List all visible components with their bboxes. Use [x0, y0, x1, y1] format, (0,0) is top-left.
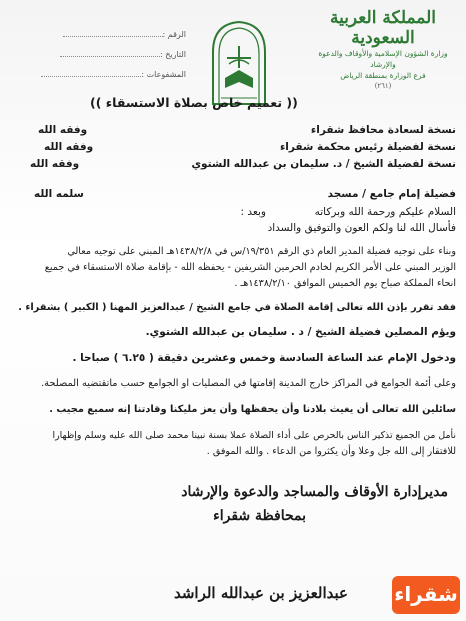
body-line-2: الوزير المبني على الأمر الكريم لخادم الحرمين الشريفين - يحفظه الله - بإقامة صلاة الاستسقاء في جميع — [44, 262, 456, 273]
copy-line-3: نسخة لفضيلة الشيخ / د. سليمان بن عبدالله الشتوي — [191, 158, 456, 170]
prayer-line: فأسال الله لنا ولكم العون والتوفيق والسداد — [267, 222, 456, 234]
ministry-header — [308, 8, 458, 91]
blessing-2: وفقه الله — [44, 141, 94, 153]
attachments-field — [26, 70, 186, 79]
document-title: (( تعميم خاص بصلاة الاستسقاء )) — [90, 95, 298, 110]
body-line-8: سائلين الله تعالى أن يغيث بلادنا وأن يحفظها وأن يعز مليكنا وقادتنا إنه سميع مجيب . — [49, 404, 456, 415]
body-line-4: فقد تقرر بإذن الله تعالى إقامة الصلاة في جامع الشيخ / عبدالعزيز المهنا ( الكبير ) بشقراء . — [18, 302, 456, 313]
body-line-7: وعلى أئمة الجوامع في المراكز خارج المدينة إقامتها في المصليات او الجوامع حسب ماتقتضيه المصلحة. — [41, 378, 456, 389]
signature-title-2: بمحافظة شقراء — [213, 508, 306, 524]
signature-title-1: مديرإدارة الأوقاف والمساجد والدعوة والإرشاد — [181, 484, 448, 500]
number-field — [26, 30, 186, 39]
number-label: الرقم : — [162, 30, 186, 39]
ministry-name: وزارة الشؤون الإسلامية والأوقاف والدعوة والإرشاد — [318, 49, 448, 69]
copy-line-2: نسخة لفضيلة رئيس محكمة شقراء — [279, 141, 456, 153]
blessing-3: وفقه الله — [30, 158, 80, 170]
kingdom-name: المملكة العربية السعودية — [329, 8, 437, 48]
ministry-emblem-icon — [205, 18, 273, 106]
branch-name: فرع الوزارة بمنطقة الرياض — [340, 71, 426, 80]
addressee: فضيلة إمام جامع / مسجد — [327, 188, 456, 200]
body-line-10: للافتقار إلى الله جل وعلا وأن يكثروا من الدعاء . والله الموفق . — [206, 446, 456, 457]
body-line-1: وبناء على توجيه فضيلة المدير العام ذي الرقم ١٩/٣٥١/س في ١٤٣٨/٢/٨هـ المبني على توجيه معالي — [67, 246, 456, 257]
salam-short: سلمه الله — [34, 188, 84, 200]
body-line-9: نأمل من الجميع تذكير الناس بالحرص على أداء الصلاة عملا بسنة نبينا محمد صلى الله عليه وسلم وإظهارا — [52, 430, 456, 441]
shaqra-logo: شقراء — [392, 576, 460, 614]
date-field — [26, 50, 186, 59]
signature-name: عبدالعزيز بن عبدالله الراشد — [173, 584, 348, 602]
blessing-1: وفقه الله — [38, 124, 88, 136]
greeting: السلام عليكم ورحمة الله وبركاته — [314, 206, 456, 218]
date-label: التاريخ : — [159, 50, 186, 59]
body-line-3: انحاء المملكة صباح يوم الخميس الموافق ١٤٣٨/٢/١٠هـ . — [234, 278, 456, 289]
header-code: (٢٦١) — [374, 82, 392, 90]
attachments-label: المشفوعات : — [141, 70, 186, 79]
copy-line-1: نسخة لسعادة محافظ شقراء — [310, 124, 456, 136]
body-line-5: ويؤم المصلين فضيلة الشيخ / د . سليمان بن عبدالله الشتوي. — [145, 326, 456, 338]
body-line-6: ودخول الإمام عند الساعة السادسة وخمس وعشرين دقيقة ( ٦.٢٥ ) صباحا . — [72, 352, 456, 364]
waba3d: وبعد : — [240, 206, 266, 218]
